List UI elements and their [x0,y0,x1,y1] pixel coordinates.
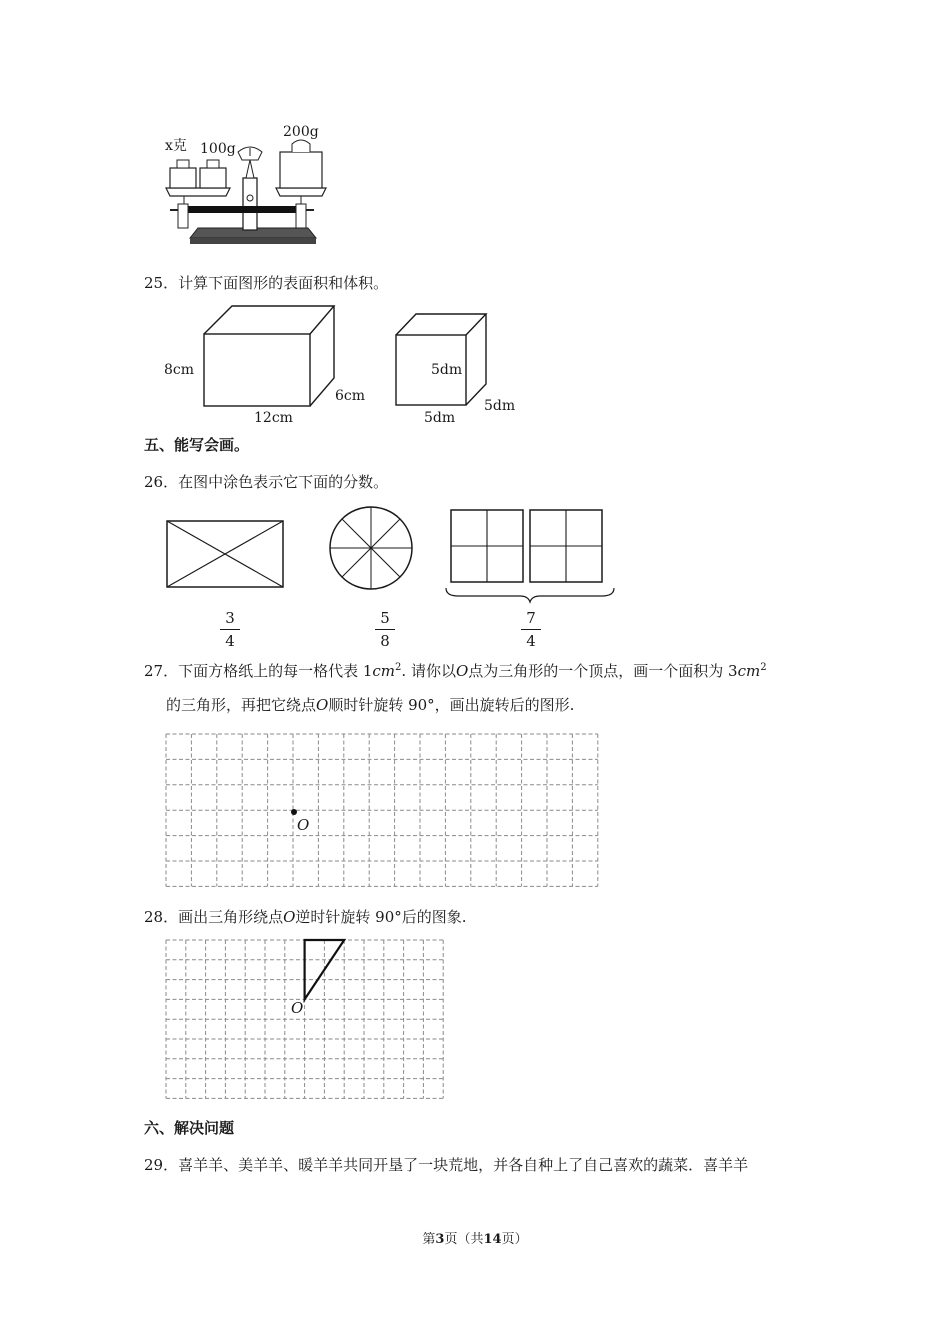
rectangle-figure [166,520,286,590]
fraction-numerator: 5 [380,609,390,627]
right-weight-label: 200g [283,124,319,140]
fraction-7-4 [516,609,546,650]
q28-text-part: 28．画出三角形绕点 [144,908,284,926]
q27-text-part: 顺时针旋转 90°，画出旋转后的图形. [328,696,575,714]
q27-grid-paper [166,734,598,888]
q29-text: 29．喜羊羊、美羊羊、暖羊羊共同开垦了一块荒地，并各自种上了自己喜欢的蔬菜．喜羊羊 [144,1156,749,1174]
left-weight-label: x克 [165,138,187,154]
cube-figure [392,310,492,410]
footer-total-pages: 14 [483,1232,502,1247]
section-5-title: 五、能写会画。 [144,436,250,454]
footer-mid: 页（共 [444,1232,484,1247]
q27-point-o-dot [291,809,297,815]
q27-line-2 [166,698,574,713]
q27-point-o-label: O [297,816,310,834]
q28-text-part: 逆时针旋转 90°后的图象. [295,908,467,926]
section-6-title: 六、解决问题 [144,1119,235,1137]
cuboid-figure [200,300,340,410]
q28-grid-paper [166,940,444,1104]
q27-point-o: O [316,696,329,714]
fraction-numerator: 3 [225,609,235,627]
cube-bottom-label: 5dm [424,410,456,426]
q27-point-o: O [455,662,469,680]
fraction-numerator: 7 [526,609,536,627]
middle-weight-label: 100g [200,141,236,157]
fraction-denominator: 4 [526,632,536,650]
page-footer [0,1228,950,1247]
q27-unit-exponent: 2 [395,662,402,673]
cuboid-length-label: 12cm [254,410,293,426]
footer-suffix: 页） [501,1232,528,1247]
q27-text-part: 27．下面方格纸上的每一格代表 1 [144,662,373,680]
q25-text: 25．计算下面图形的表面积和体积。 [144,274,389,292]
q28-text [144,910,467,925]
q27-text-part: 的三角形，再把它绕点 [166,696,317,714]
squares-figure [444,508,616,600]
q27-unit: cm [737,662,761,680]
fraction-denominator: 8 [380,632,390,650]
q27-unit: cm [372,662,396,680]
q28-point-o-label: O [291,999,304,1017]
fraction-3-4 [215,609,245,650]
cube-front-label: 5dm [431,362,463,378]
q27-text-part: 点为三角形的一个顶点，画一个面积为 3 [468,662,738,680]
circle-figure [328,505,414,591]
q27-line-1 [144,663,767,679]
q27-unit-exponent: 2 [760,662,767,673]
q26-text: 26．在图中涂色表示它下面的分数。 [144,473,389,491]
cuboid-width-label: 6cm [335,388,366,404]
cuboid-height-label: 8cm [164,362,195,378]
fraction-denominator: 4 [225,632,235,650]
q28-point-o: O [283,908,296,926]
cube-depth-label: 5dm [484,398,516,414]
footer-prefix: 第 [422,1232,436,1247]
q27-text-part: . 请你以 [401,662,456,680]
footer-page-number: 3 [435,1232,445,1247]
fraction-5-8 [370,609,400,650]
